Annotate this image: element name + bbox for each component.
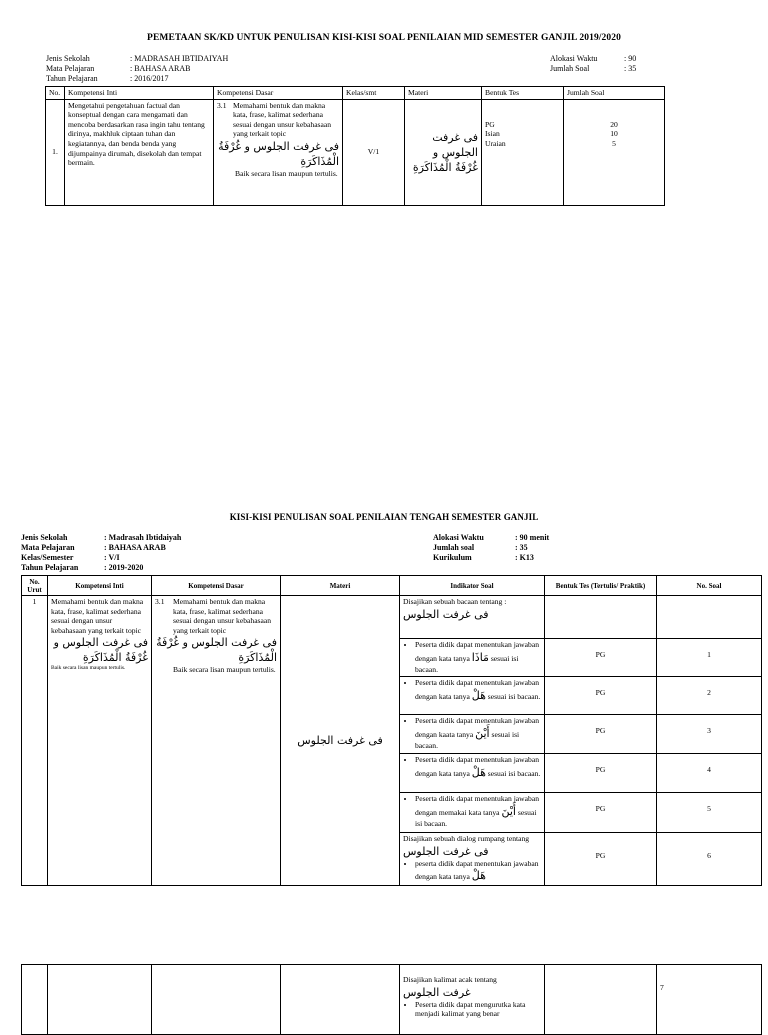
nosoal-cell: 1 (657, 639, 761, 677)
bentuk-cell: PG (545, 639, 656, 677)
indikator-arabic: أَيْنَ (475, 726, 490, 740)
header-materi: Materi (281, 576, 400, 596)
doc2-title: KISI-KISI PENULISAN SOAL PENILAIAN TENGAH SEMESTER GANJIL (229, 512, 539, 522)
indikator-item (400, 715, 544, 754)
row-indikator (400, 596, 545, 886)
meta-key: Jumlah Soal (550, 64, 590, 73)
indikator-tail: sesuai isi bacaan. (415, 653, 519, 674)
bentuk-cell: PG (545, 754, 656, 793)
test-type: PG (485, 119, 495, 129)
ki-arabic: فى غرفت الجلوس و غُرْفَةُ الْمُذَاكَرَةِ (53, 636, 148, 665)
kd-arabic: فى غرفت الجلوس و غُرْفَةُ الْمُذَاكَرَةِ (218, 139, 339, 168)
meta-key: Jenis Sekolah (21, 533, 68, 542)
row-materi (405, 99, 482, 205)
indikator-item (400, 677, 544, 715)
doc1-meta-left (46, 54, 306, 84)
kd-number: 3.1 (217, 100, 227, 110)
materi-arabic: فى غرفت الجلوس (297, 734, 383, 747)
meta-key: Mata Pelajaran (46, 64, 95, 73)
header-ki: Kompetensi Inti (48, 576, 152, 596)
header-ki: Kompetensi Inti (65, 87, 214, 100)
row-ki (48, 596, 152, 886)
indikator-arabic: مَاذَا (471, 650, 489, 664)
meta-key: Jumlah soal (433, 543, 475, 552)
meta-key: Tahun Pelajaran (46, 74, 98, 83)
meta-value: : Madrasah Ibtidaiyah (104, 533, 182, 542)
header-kd: Kompetensi Dasar (214, 87, 343, 100)
row-materi (281, 596, 400, 886)
meta-value: : 35 (624, 64, 637, 73)
indikator-text: Peserta didik dapat menentukan jawaban dengan kaata tanya (415, 716, 539, 739)
cont-nosoal: 7 (657, 965, 762, 1035)
row-bentuk (545, 596, 657, 886)
nosoal-empty (657, 596, 761, 639)
meta-key: Kelas/Semester (21, 553, 74, 562)
meta-key: Alokasi Waktu (550, 54, 598, 63)
bentuk-cell: PG (595, 851, 606, 860)
intro-text: Disajikan sebuah bacaan tentang : (403, 597, 507, 606)
meta-value: : 2016/2017 (130, 74, 169, 83)
cont-no (22, 965, 48, 1035)
meta-key: Kurikulum (433, 553, 472, 562)
table-row (46, 99, 665, 205)
nosoal-cell: 2 (657, 677, 761, 715)
header-kd: Kompetensi Dasar (152, 576, 281, 596)
header-kelas: Kelas/smt (343, 87, 405, 100)
indikator-tail: sesuai isi bacaan. (487, 691, 541, 701)
header-materi: Materi (405, 87, 482, 100)
doc2-meta-left (21, 533, 281, 573)
doc1-header-row (46, 87, 665, 100)
meta-value: : 2019-2020 (104, 563, 144, 572)
row-kd (214, 99, 343, 205)
cont-intro: Disajikan kalimat acak tentang (403, 975, 497, 984)
header-bentuk: Bentuk Tes (Tertulis/ Praktik) (545, 576, 657, 596)
row-kd (152, 596, 281, 886)
indikator-arabic: هَلْ (471, 688, 486, 702)
row-nosoal (657, 596, 762, 886)
table-row (22, 596, 762, 886)
doc2-meta-right (433, 533, 603, 563)
kd-tail: Baik secara lisan maupun tertulis. (173, 665, 276, 675)
meta-value: : 90 (624, 54, 637, 63)
dialog-intro-arabic: فى غرفت الجلوس (403, 844, 489, 858)
indikator-text: Peserta didik dapat menentukan jawaban dengan kata tanya (415, 755, 539, 778)
header-no: No. Urut (22, 576, 48, 596)
doc1-title: PEMETAAN SK/KD UNTUK PENULISAN KISI-KISI SOAL PENILAIAN MID SEMESTER GANJIL 2019/2020 (147, 33, 621, 43)
indikator-item (400, 639, 544, 677)
cont-materi (281, 965, 400, 1035)
meta-key: Mata Pelajaran (21, 543, 75, 552)
header-indikator: Indikator Soal (400, 576, 545, 596)
header-jumlah: Jumlah Soal (564, 87, 665, 100)
cont-ki (48, 965, 152, 1035)
indikator-arabic: هَلْ (471, 765, 486, 779)
nosoal-cell: 6 (707, 851, 711, 860)
bentuk-cell: PG (545, 715, 656, 754)
doc2-continuation-table (21, 964, 762, 1035)
intro-arabic: فى غرفت الجلوس (403, 607, 489, 621)
materi-arabic-1: فى غرفت الجلوس و (432, 130, 478, 159)
doc1-table (45, 86, 665, 206)
kd-text: Memahami bentuk dan makna kata, frase, kalimat sederhana sesuai dengan unsur kebahasaan yang terkait topic (233, 100, 332, 139)
doc1-meta-right (550, 54, 720, 74)
meta-value: : V/I (104, 553, 120, 562)
header-nosoal: No. Soal (657, 576, 762, 596)
meta-value: : 35 (515, 543, 528, 552)
row-jumlah (564, 99, 665, 205)
cont-bullet: • Peserta didik dapat mengurutka kata menjadi kalimat yang benar (415, 1000, 541, 1019)
row-ki: Mengetahui pengetahuan factual dan konseptual dengan cara mengamati dan mencoba berdasarkan rasa ingin tahu tentang dirinya, makhluk ciptaan tuhan dan kegiatannya, dan benda benda yang dijumpainya dirumah, disekolah dan tempat bermain. (65, 99, 214, 205)
test-count: 5 (612, 138, 616, 148)
indikator-text: Peserta didik dapat menentukan jawaban dengan kata tanya (415, 678, 539, 701)
nosoal-cell: 3 (657, 715, 761, 754)
ki-text: Memahami bentuk dan makna kata, frase, kalimat sederhana sesuai dengan unsur kebahasaan yang terkait topic (51, 597, 144, 635)
row-no: 1. (46, 99, 65, 205)
bentuk-empty (545, 596, 656, 639)
indikator-item (400, 754, 544, 793)
header-bentuk: Bentuk Tes (482, 87, 564, 100)
meta-key: Tahun Pelajaran (21, 563, 79, 572)
doc2-header-row (22, 576, 762, 596)
meta-key: Jenis Sekolah (46, 54, 90, 63)
table-row (22, 965, 762, 1035)
test-type: Uraian (485, 138, 506, 148)
nosoal-cell: 5 (657, 793, 761, 833)
dialog-bullet: peserta didik dapat menentukan jawaban dengan kata tanya (415, 858, 539, 882)
meta-key: Alokasi Waktu (433, 533, 484, 542)
indikator-text: Peserta didik dapat menentukan jawaban dengan kata tanya (415, 640, 539, 663)
header-no: No. (46, 87, 65, 100)
kd-number: 3.1 (155, 597, 165, 606)
bentuk-cell: PG (545, 793, 656, 833)
indikator-dialog (400, 833, 544, 885)
meta-value: : K13 (515, 553, 534, 562)
kd-arabic: فى غرفت الجلوس و غُرْفَةُ الْمُذَاكَرَةِ (156, 636, 277, 665)
indikator-tail: sesuai isi bacaan. (415, 807, 537, 828)
dialog-intro: Disajikan sebuah dialog rumpang tentang (403, 834, 530, 843)
meta-value: : 90 menit (515, 533, 550, 542)
nosoal-cell: 4 (657, 754, 761, 793)
indikator-tail: sesuai isi bacaan. (415, 729, 520, 750)
kd-tail: Baik secara lisan maupun tertulis. (235, 168, 338, 178)
row-no: 1 (22, 596, 48, 886)
kd-text: Memahami bentuk dan makna kata, frase, kalimat sederhana sesuai dengan unsur kebahasaan yang terkait topic (173, 597, 272, 635)
row-kelas: V/1 (343, 99, 405, 205)
indikator-tail: sesuai isi bacaan. (487, 768, 541, 778)
test-type: Isian (485, 129, 500, 139)
dialog-arabic: هَلْ (471, 869, 486, 883)
cont-kd (152, 965, 281, 1035)
indikator-item (400, 793, 544, 833)
row-bentuk (482, 99, 564, 205)
cont-intro-arabic: غرفت الجلوس (403, 985, 471, 999)
meta-value: : BAHASA ARAB (104, 543, 166, 552)
test-count: 20 (610, 119, 618, 129)
indikator-text: Peserta didik dapat menentukan jawaban dengan memakai kata tanya (415, 794, 539, 817)
meta-value: : BAHASA ARAB (130, 64, 191, 73)
indikator-intro (400, 596, 544, 639)
ki-small: Baik secara lisan maupun tertulis. (51, 665, 126, 672)
test-count: 10 (610, 129, 618, 139)
doc2-table (21, 575, 762, 886)
cont-bentuk (545, 965, 657, 1035)
bentuk-cell: PG (545, 677, 656, 715)
indikator-arabic: أَيْنَ (501, 804, 516, 818)
materi-arabic-2: غُرْفَةُ الْمُذَاكَرَةِ (412, 160, 478, 174)
cont-indikator (400, 965, 545, 1035)
meta-value: : MADRASAH IBTIDAIYAH (130, 54, 229, 63)
